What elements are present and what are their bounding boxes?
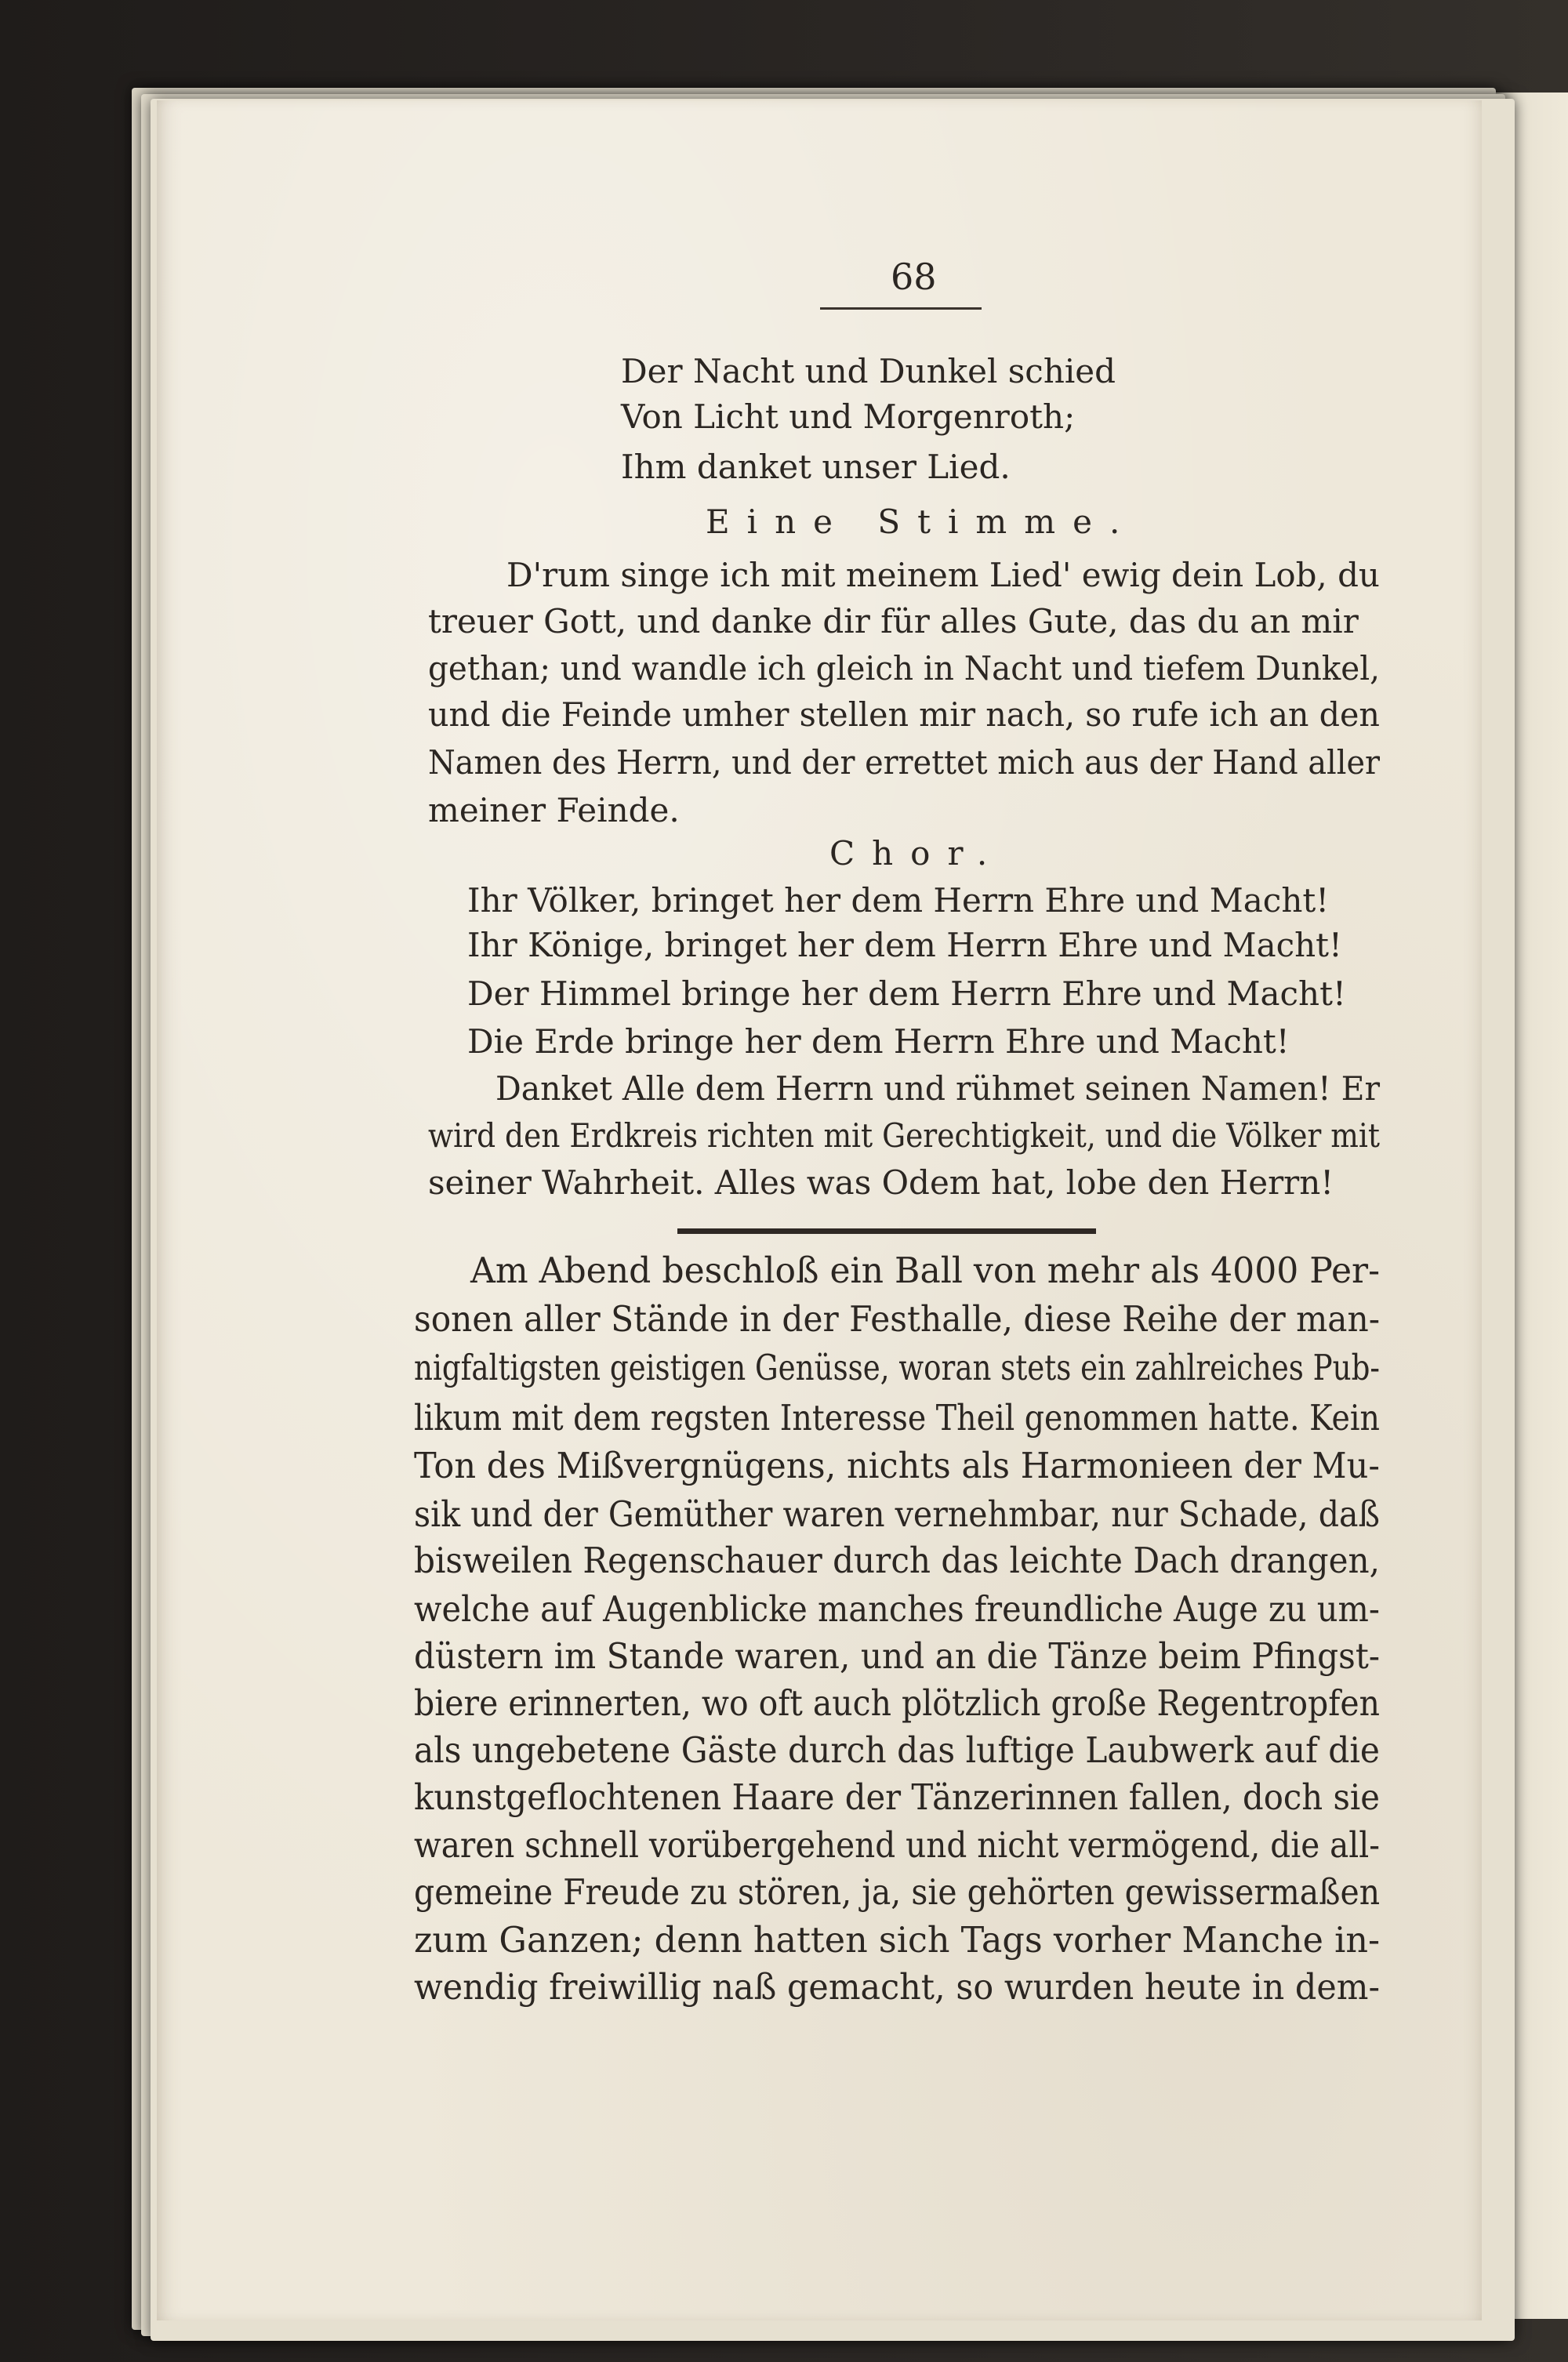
body-line: Ton des Mißvergnügens, nichts als Harmonieen der Mu- [414, 1445, 1380, 1486]
paragraph-line: treuer Gott, und danke dir für alles Gute, das du an mir [428, 602, 1359, 640]
body-line: düstern im Stande waren, und an die Tänze beim Pfingst- [414, 1635, 1381, 1677]
body-line: gemeine Freude zu stören, ja, sie gehörten gewissermaßen [414, 1871, 1381, 1913]
poem-line: Der Nacht und Dunkel schied [621, 352, 1116, 390]
section-heading-chor: Chor. [829, 834, 1005, 873]
paragraph-line: meiner Feinde. [428, 791, 680, 829]
paragraph-line: gethan; und wandle ich gleich in Nacht und tiefem Dunkel, [428, 649, 1381, 688]
page-number: 68 [891, 256, 937, 298]
body-line: kunstgeflochtenen Haare der Tänzerinnen fallen, doch sie [414, 1776, 1380, 1818]
poem-line: Ihm danket unser Lied. [621, 448, 1011, 486]
body-line: welche auf Augenblicke manches freundliche Auge zu um- [414, 1588, 1380, 1630]
body-line: waren schnell vorübergehend und nicht vermögend, die all- [414, 1824, 1380, 1866]
body-line: biere erinnerten, wo oft auch plötzlich große Regentropfen [414, 1682, 1381, 1724]
body-line: sonen aller Stände in der Festhalle, diese Reihe der man- [414, 1298, 1381, 1340]
paragraph-line: Danket Alle dem Herrn und rühmet seinen Namen! Er [495, 1069, 1381, 1108]
body-line: likum mit dem regsten Interesse Theil genommen hatte. Kein [414, 1397, 1380, 1439]
chor-verse-line: Der Himmel bringe her dem Herrn Ehre und Macht! [467, 974, 1346, 1013]
paragraph-line: wird den Erdkreis richten mit Gerechtigkeit, und die Völker mit [428, 1116, 1380, 1155]
paragraph-line: D'rum singe ich mit meinem Lied' ewig dein Lob, du [506, 556, 1380, 594]
body-line: zum Ganzen; denn hatten sich Tags vorher Manche in- [414, 1919, 1381, 1961]
body-line: sik und der Gemüther waren vernehmbar, nur Schade, daß [414, 1493, 1380, 1535]
body-line: bisweilen Regenschauer durch das leichte Dach drangen, [414, 1540, 1381, 1581]
paragraph-line: Namen des Herrn, und der errettet mich aus der Hand aller [428, 743, 1381, 782]
chor-verse-line: Ihr Völker, bringet her dem Herrn Ehre und Macht! [467, 881, 1330, 920]
chor-verse-line: Ihr Könige, bringet her dem Herrn Ehre und Macht! [467, 926, 1342, 964]
chor-verse-line: Die Erde bringe her dem Herrn Ehre und Macht! [467, 1022, 1290, 1061]
paragraph-line: und die Feinde umher stellen mir nach, so rufe ich an den [428, 695, 1380, 734]
page-number-rule [820, 307, 982, 310]
poem-line: Von Licht und Morgenroth; [621, 397, 1076, 436]
body-line: nigfaltigsten geistigen Genüsse, woran stets ein zahlreiches Pub- [414, 1347, 1380, 1388]
body-line: als ungebetene Gäste durch das luftige Laubwerk auf die [414, 1729, 1380, 1771]
section-heading-eine-stimme: Eine Stimme. [706, 503, 1138, 541]
paragraph-line: seiner Wahrheit. Alles was Odem hat, lobe den Herrn! [428, 1163, 1334, 1202]
body-line: Am Abend beschloß ein Ball von mehr als 4000 Per- [470, 1250, 1381, 1291]
section-separator-rule [677, 1228, 1096, 1234]
body-line: wendig freiwillig naß gemacht, so wurden heute in dem- [414, 1966, 1380, 2008]
